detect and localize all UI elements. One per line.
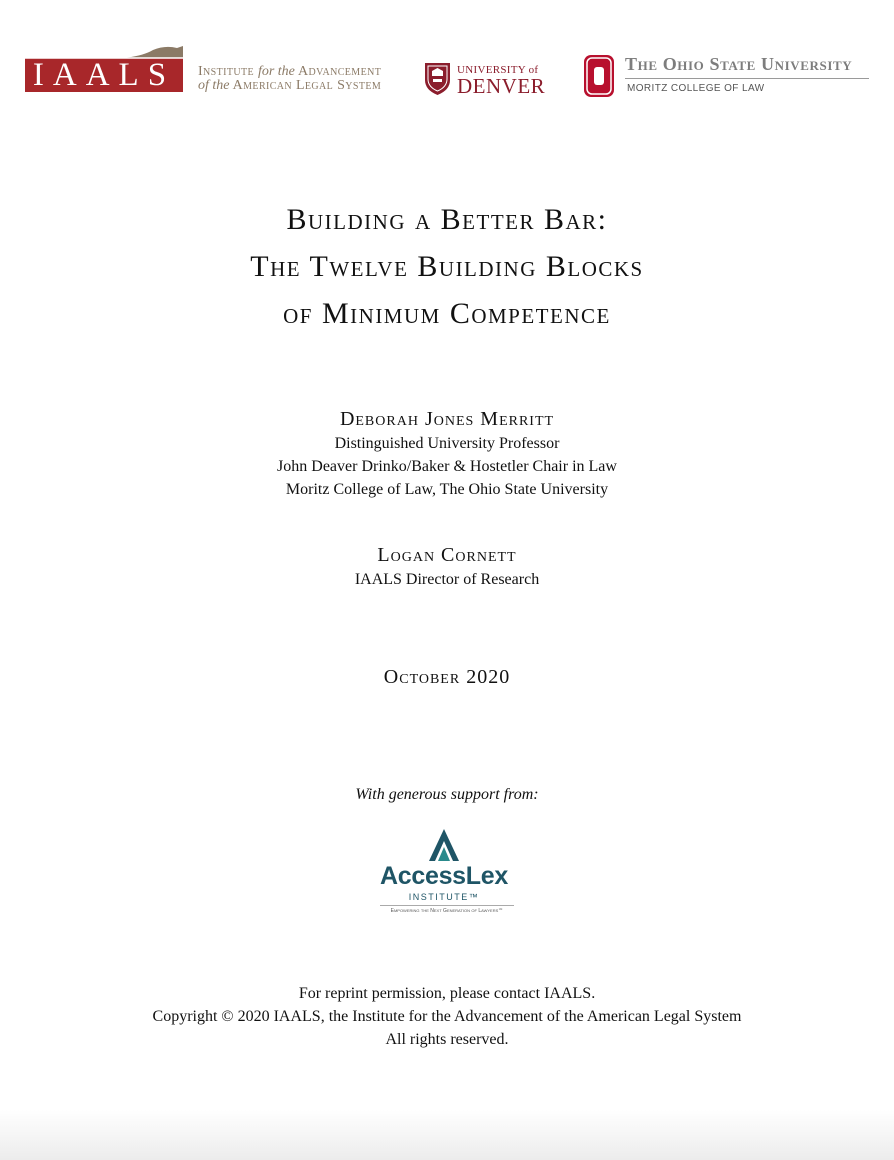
- du-small-text: UNIVERSITY of: [457, 64, 539, 76]
- osu-title: The Ohio State University: [625, 54, 853, 74]
- author-block: [0, 406, 894, 501]
- ohio-state-logo: [583, 54, 873, 100]
- author-affiliation: Moritz College of Law, The Ohio State University: [285, 481, 609, 498]
- iaals-logo-text: IAALS: [32, 57, 176, 93]
- iaals-name-part: Advancement: [294, 64, 382, 79]
- osu-divider: [625, 78, 869, 79]
- accesslex-divider: [380, 905, 514, 906]
- osu-subtitle: MORITZ COLLEGE OF LAW: [627, 83, 765, 94]
- accesslex-institute: INSTITUTE™: [408, 892, 480, 902]
- du-shield-icon: [424, 62, 451, 96]
- author-name: Deborah Jones Merritt: [339, 408, 555, 430]
- accesslex-tagline: Empowering the Next Generation of Lawyers℠: [390, 908, 504, 914]
- page-bottom-shadow: [0, 1110, 894, 1160]
- accesslex-mark-icon: [428, 828, 460, 862]
- iaals-name-part: Institute: [198, 64, 258, 79]
- footer-line: Copyright © 2020 IAALS, the Institute for the Advancement of the American Legal System: [152, 1008, 742, 1025]
- publication-date: October 2020: [383, 666, 511, 688]
- author-affiliation: John Deaver Drinko/Baker & Hostetler Chair in Law: [277, 458, 617, 475]
- title-line-3: of Minimum Competence: [283, 297, 611, 330]
- copyright-footer: [0, 982, 894, 1051]
- accesslex-name: AccessLex: [380, 862, 508, 890]
- iaals-full-name: [198, 65, 420, 93]
- header-logos: [0, 40, 894, 110]
- footer-line: For reprint permission, please contact IAALS.: [298, 985, 596, 1002]
- iaals-name-part: of the: [198, 78, 230, 93]
- support-statement: With generous support from:: [355, 786, 539, 803]
- accesslex-logo: [372, 828, 522, 923]
- author-affiliation: Distinguished University Professor: [334, 435, 560, 452]
- author-affiliation: IAALS Director of Research: [354, 571, 540, 588]
- author-name: Logan Cornett: [377, 544, 517, 566]
- title-line-2: The Twelve Building Blocks: [250, 250, 644, 283]
- university-of-denver-logo: [457, 65, 545, 96]
- iaals-name-part: for the: [257, 64, 295, 79]
- footer-line: All rights reserved.: [385, 1031, 509, 1048]
- iaals-name-part: American Legal System: [229, 78, 382, 93]
- block-o-icon: [583, 54, 615, 98]
- du-big-text: DENVER: [457, 74, 546, 98]
- document-title: [0, 196, 894, 337]
- title-line-1: Building a Better Bar:: [286, 203, 608, 236]
- iaals-logo: [25, 46, 183, 92]
- author-block: [0, 542, 894, 591]
